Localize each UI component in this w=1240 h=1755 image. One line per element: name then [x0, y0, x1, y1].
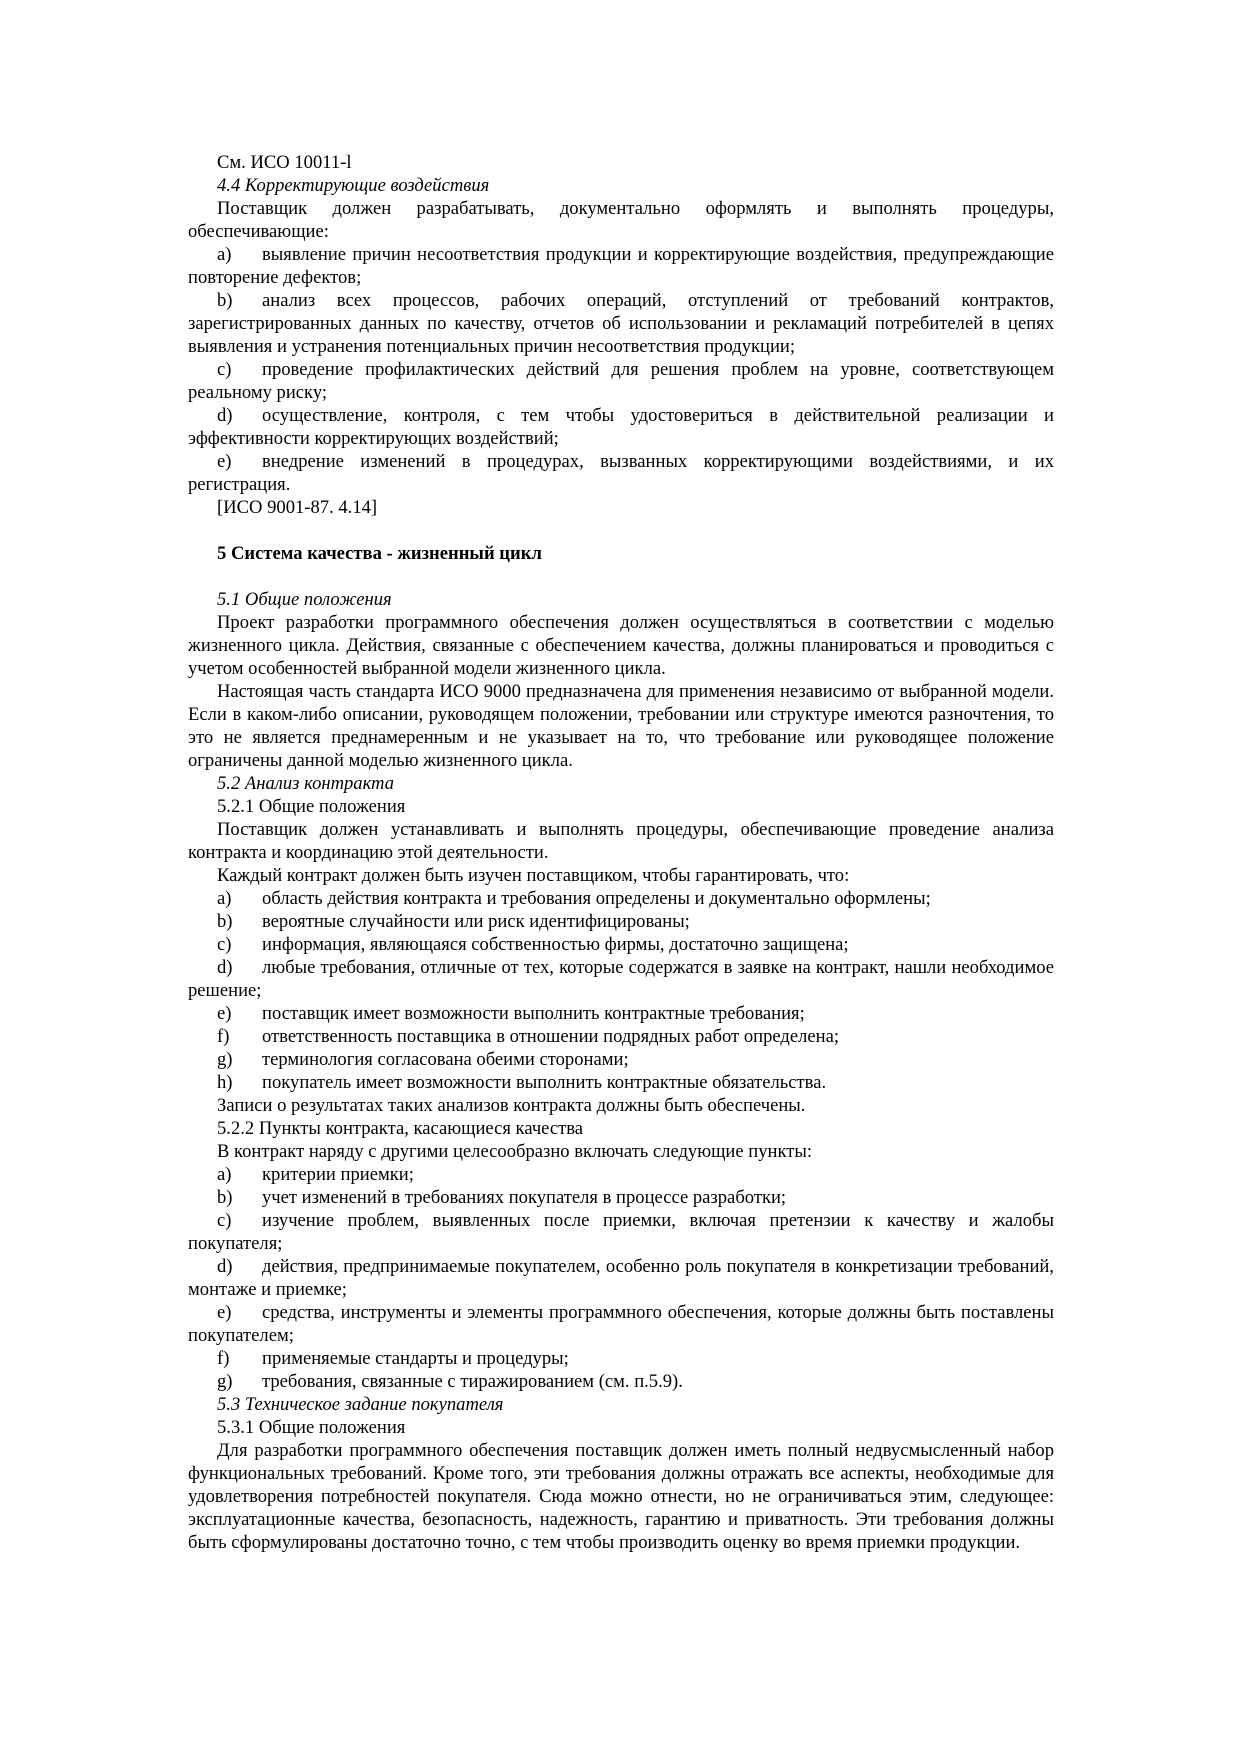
list-item-text: терминология согласована обеими сторонами;	[262, 1049, 629, 1070]
list-item-4-4-e	[188, 450, 1054, 496]
list-item-text: выявление причин несоответствия продукции и корректирующие воздействия, предупреждающие повторение дефектов;	[188, 244, 1054, 288]
list-item-4-4-c	[188, 358, 1054, 404]
list-item-text: критерии приемки;	[262, 1164, 414, 1185]
list-item-4-4-a	[188, 243, 1054, 289]
list-item-5-2-2-d	[188, 1255, 1054, 1301]
list-item-text: действия, предпринимаемые покупателем, особенно роль покупателя в конкретизации требований, монтаже и приемке;	[188, 1256, 1054, 1300]
list-marker: d)	[217, 405, 233, 426]
list-item-5-2-2-c	[188, 1209, 1054, 1255]
list-marker: e)	[217, 1302, 232, 1323]
list-item-4-4-d	[188, 404, 1054, 450]
list-marker: b)	[217, 290, 233, 311]
list-marker: h)	[217, 1072, 233, 1093]
list-item-text: область действия контракта и требования определены и документально оформлены;	[262, 888, 931, 909]
list-item-text: вероятные случайности или риск идентифицированы;	[262, 911, 690, 932]
list-item-5-2-1-e	[188, 1002, 1054, 1025]
list-item-text: анализ всех процессов, рабочих операций, отступлений от требований контрактов, зарегистрированных данных по качеству, отчетов об использовании и рекламаций потребителей в цепях выявления и устранения потенциальных причин несоответствия продукции;	[188, 290, 1054, 357]
list-item-text: применяемые стандарты и процедуры;	[262, 1348, 569, 1369]
list-marker: a)	[217, 1164, 232, 1185]
list-item-5-2-1-a	[188, 887, 1054, 910]
list-marker: b)	[217, 911, 233, 932]
section-heading-5: 5 Система качества - жизненный цикл	[217, 543, 542, 564]
document-page	[188, 151, 1054, 1554]
list-item-text: внедрение изменений в процедурах, вызванных корректирующими воздействиями, и их регистрация.	[188, 451, 1054, 495]
list-item-text: проведение профилактических действий для решения проблем на уровне, соответствующем реальному риску;	[188, 359, 1054, 403]
section-title-5-2-1: 5.2.1 Общие положения	[217, 796, 406, 817]
list-marker: f)	[217, 1348, 230, 1369]
paragraph-5-3-1-1: Для разработки программного обеспечения поставщик должен иметь полный недвусмысленный набор функциональных требований. Кроме того, эти требования должны отражать все аспекты, необходимые для удовлетворения потребностей покупателя. Сюда можно отнести, но не ограничиваться этим, следующее: эксплуатационные качества, безопасность, надежность, гарантию и приватность. Эти требования должны быть сформулированы достаточно точно, с тем чтобы производить оценку во время приемки продукции.	[188, 1440, 1054, 1553]
list-item-text: учет изменений в требованиях покупателя в процессе разработки;	[262, 1187, 787, 1208]
list-item-text: средства, инструменты и элементы программного обеспечения, которые должны быть поставлены покупателем;	[188, 1302, 1054, 1346]
list-marker: c)	[217, 359, 232, 380]
section-title-5-3: 5.3 Техническое задание покупателя	[217, 1394, 504, 1415]
list-item-text: поставщик имеет возможности выполнить контрактные требования;	[262, 1003, 805, 1024]
paragraph-5-1-2: Настоящая часть стандарта ИСО 9000 предназначена для применения независимо от выбранной модели. Если в каком-либо описании, руководящем положении, требовании или структуре имеются разночтения, то это не является преднамеренным и не указывает на то, что требование или руководящее положение ограничены данной моделью жизненного цикла.	[188, 681, 1054, 771]
section-title-5-2: 5.2 Анализ контракта	[217, 773, 395, 794]
list-item-5-2-2-b	[188, 1186, 1054, 1209]
list-item-5-2-2-a	[188, 1163, 1054, 1186]
list-item-5-2-2-e	[188, 1301, 1054, 1347]
list-item-text: изучение проблем, выявленных после приемки, включая претензии к качеству и жалобы покупателя;	[188, 1210, 1054, 1254]
list-marker: f)	[217, 1026, 230, 1047]
list-marker: c)	[217, 1210, 232, 1231]
paragraph-5-2-2-1: В контракт наряду с другими целесообразно включать следующие пункты:	[217, 1141, 813, 1162]
list-item-text: осуществление, контроля, с тем чтобы удостовериться в действительной реализации и эффективности корректирующих воздействий;	[188, 405, 1054, 449]
list-marker: b)	[217, 1187, 233, 1208]
list-marker: a)	[217, 244, 232, 265]
list-item-5-2-1-h	[188, 1071, 1054, 1094]
reference-4-4: [ИСО 9001-87. 4.14]	[217, 497, 378, 518]
list-marker: c)	[217, 934, 232, 955]
list-marker: g)	[217, 1371, 233, 1392]
list-marker: e)	[217, 451, 232, 472]
list-item-5-2-1-g	[188, 1048, 1054, 1071]
list-marker: e)	[217, 1003, 232, 1024]
list-marker: g)	[217, 1049, 233, 1070]
list-item-5-2-1-c	[188, 933, 1054, 956]
list-item-text: информация, являющаяся собственностью фирмы, достаточно защищена;	[262, 934, 849, 955]
section-title-5-3-1: 5.3.1 Общие положения	[217, 1417, 406, 1438]
reference-line: См. ИСО 10011-l	[217, 152, 352, 173]
list-marker: d)	[217, 1256, 233, 1277]
paragraph-4-4-intro: Поставщик должен разрабатывать, документально оформлять и выполнять процедуры, обеспечивающие:	[188, 198, 1054, 242]
list-item-5-2-2-f	[188, 1347, 1054, 1370]
list-item-4-4-b	[188, 289, 1054, 358]
list-item-text: ответственность поставщика в отношении подрядных работ определена;	[262, 1026, 839, 1047]
list-item-text: покупатель имеет возможности выполнить контрактные обязательства.	[262, 1072, 827, 1093]
list-item-text: любые требования, отличные от тех, которые содержатся в заявке на контракт, нашли необходимое решение;	[188, 957, 1054, 1001]
list-item-5-2-2-g	[188, 1370, 1054, 1393]
paragraph-5-1-1: Проект разработки программного обеспечения должен осуществляться в соответствии с моделью жизненного цикла. Действия, связанные с обеспечением качества, должны планироваться и проводиться с учетом особенностей выбранной модели жизненного цикла.	[188, 612, 1054, 679]
list-marker: d)	[217, 957, 233, 978]
section-title-5-1: 5.1 Общие положения	[217, 589, 392, 610]
list-item-text: требования, связанные с тиражированием (см. п.5.9).	[262, 1371, 683, 1392]
section-title-4-4: 4.4 Корректирующие воздействия	[217, 175, 490, 196]
list-item-5-2-1-f	[188, 1025, 1054, 1048]
paragraph-5-2-1-1: Поставщик должен устанавливать и выполнять процедуры, обеспечивающие проведение анализа контракта и координацию этой деятельности.	[188, 819, 1054, 863]
spacer	[188, 519, 1054, 542]
paragraph-5-2-1-2: Каждый контракт должен быть изучен поставщиком, чтобы гарантировать, что:	[217, 865, 850, 886]
list-item-5-2-1-b	[188, 910, 1054, 933]
spacer	[188, 565, 1054, 588]
list-marker: a)	[217, 888, 232, 909]
list-item-5-2-1-d	[188, 956, 1054, 1002]
paragraph-5-2-1-3: Записи о результатах таких анализов контракта должны быть обеспечены.	[217, 1095, 806, 1116]
section-title-5-2-2: 5.2.2 Пункты контракта, касающиеся качества	[217, 1118, 584, 1139]
